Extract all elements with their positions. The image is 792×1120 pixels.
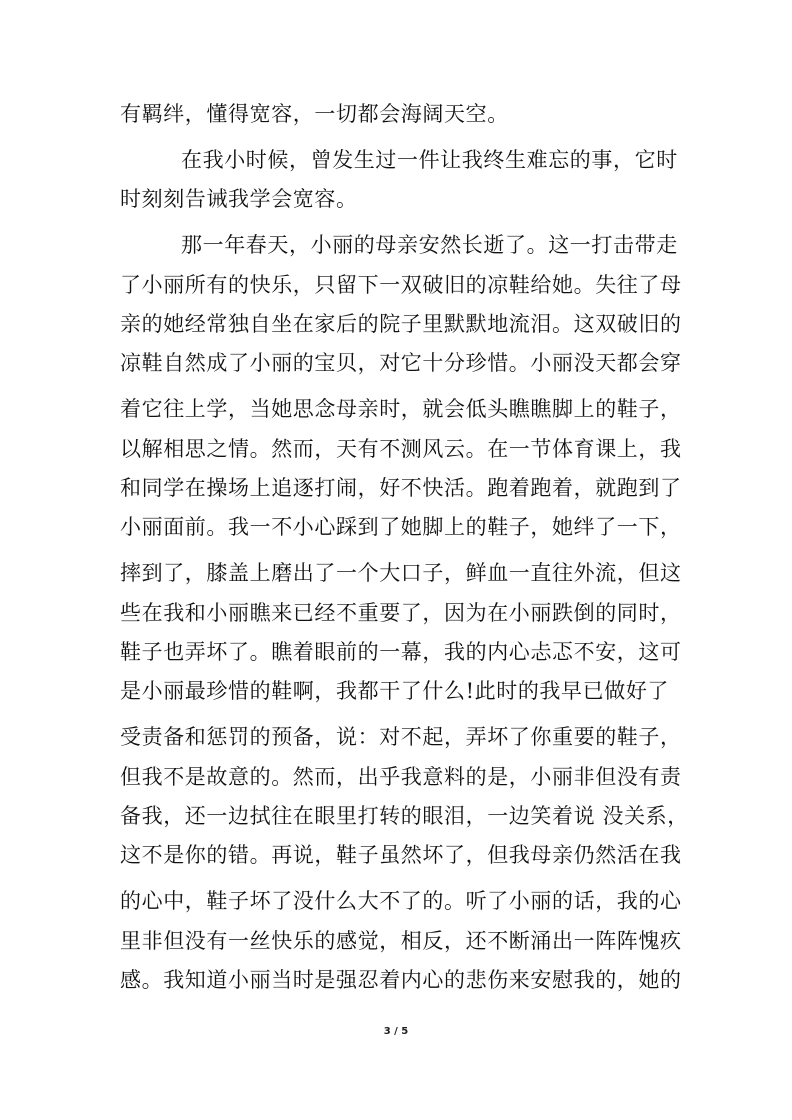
text-line: 这不是你的错。再说，鞋子虽然坏了，但我母亲仍然活在我: [120, 843, 682, 867]
page-number: 3 / 5: [383, 1026, 409, 1037]
text-line: 受责备和惩罚的预备，说：对不起，弄坏了你重要的鞋子，: [120, 725, 682, 749]
paragraph-first-line: 在我小时候，曾发生过一件让我终生难忘的事，它时: [181, 148, 678, 172]
text-line: 着它往上学，当她思念母亲时，就会低头瞧瞧脚上的鞋子，: [120, 397, 682, 421]
text-line: 和同学在操场上追逐打闹，好不快活。跑着跑着，就跑到了: [120, 476, 682, 500]
text-line: 鞋子也弄坏了。瞧着眼前的一幕，我的内心忐忑不安，这可: [120, 640, 682, 664]
text-line: 些在我和小丽瞧来已经不重要了，因为在小丽跌倒的同时，: [120, 601, 682, 625]
text-line: 摔到了，膝盖上磨出了一个大口子，鲜血一直往外流，但这: [120, 561, 682, 585]
text-line: 亲的她经常独自坐在家后的院子里默默地流泪。这双破旧的: [120, 312, 682, 336]
text-line: 了小丽所有的快乐，只留下一双破旧的凉鞋给她。失往了母: [120, 273, 682, 297]
text-line: 是小丽最珍惜的鞋啊，我都干了什么!此时的我早已做好了: [120, 679, 670, 703]
text-line: 备我，还一边拭往在眼里打转的眼泪，一边笑着说 没关系，: [120, 804, 689, 828]
text-line: 有羁绊，懂得宽容，一切都会海阔天空。: [120, 102, 509, 126]
text-line: 的心中，鞋子坏了没什么大不了的。听了小丽的话，我的心: [120, 889, 682, 913]
text-line: 小丽面前。我一不小心踩到了她脚上的鞋子，她绊了一下，: [120, 515, 682, 539]
text-line: 感。我知道小丽当时是强忍着内心的悲伤来安慰我的，她的: [120, 968, 682, 992]
paragraph-first-line: 那一年春天，小丽的母亲安然长逝了。这一打击带走: [181, 233, 678, 257]
text-line: 里非但没有一丝快乐的感觉，相反，还不断涌出一阵阵愧疚: [120, 929, 682, 953]
text-line: 以解相思之情。然而，天有不测风云。在一节体育课上，我: [120, 437, 682, 461]
text-line: 但我不是故意的。然而，出乎我意料的是，小丽非但没有责: [120, 765, 682, 789]
text-line: 时刻刻告诫我学会宽容。: [120, 187, 358, 211]
text-line: 凉鞋自然成了小丽的宝贝，对它十分珍惜。小丽没天都会穿: [120, 351, 682, 375]
